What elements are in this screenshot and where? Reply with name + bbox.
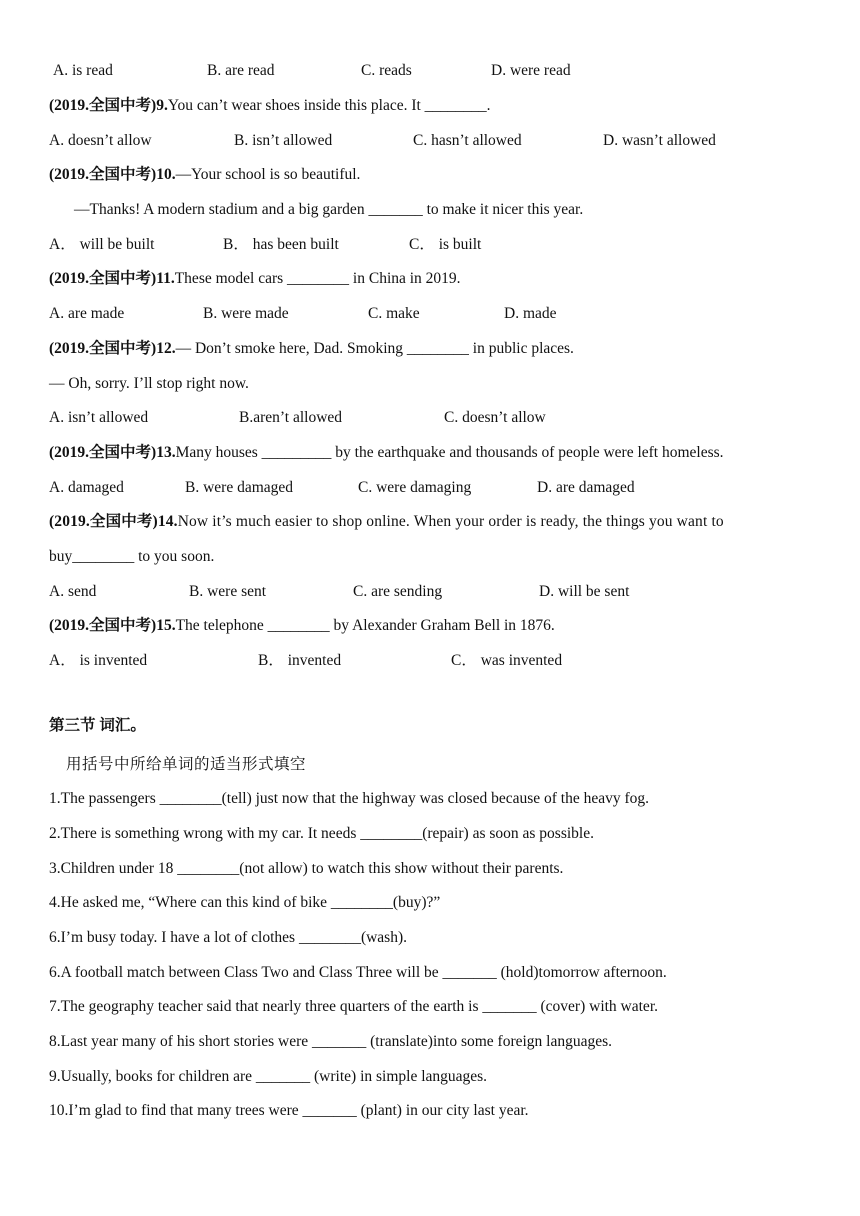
vocab-item-7: 7.The geography teacher said that nearly three quarters of the earth is _______ (cover) with water. — [49, 998, 658, 1015]
q12-option-c: C. doesn’t allow — [444, 409, 546, 426]
question-13 — [49, 443, 724, 463]
question-12 — [49, 339, 574, 359]
q15-option-b: B． invented — [258, 652, 342, 669]
q8-option-b: B. are read — [207, 62, 275, 79]
vocab-item-1: 1.The passengers ________(tell) just now that the highway was closed because of the heavy fog. — [49, 790, 650, 807]
question-stem: These model cars ________ in China in 2019. — [174, 270, 461, 287]
question-stem: The telephone ________ by Alexander Graham Bell in 1876. — [175, 617, 555, 634]
q14-option-d: D. will be sent — [539, 583, 630, 600]
vocab-item-9: 9.Usually, books for children are _______ (write) in simple languages. — [49, 1068, 488, 1085]
question-source: (2019.全国中考)11. — [49, 270, 175, 287]
q14-option-b: B. were sent — [189, 583, 267, 600]
vocab-item-5: 6.I’m busy today. I have a lot of clothes ________(wash). — [49, 929, 407, 946]
q8-option-a: A. is read — [53, 62, 113, 79]
q12-option-a: A. isn’t allowed — [49, 409, 149, 426]
question-10 — [49, 165, 360, 185]
question-14 — [49, 512, 724, 532]
q9-option-b: B. isn’t allowed — [234, 132, 333, 149]
section-title: 第三节 词汇。 — [49, 717, 146, 734]
q11-option-a: A. are made — [49, 305, 125, 322]
question-stem: Many houses _________ by the earthquake and thousands of people were left homeless. — [175, 444, 724, 461]
question-stem: —Your school is so beautiful. — [175, 166, 361, 183]
q10-option-b: B． has been built — [223, 236, 339, 253]
q9-option-d: D. wasn’t allowed — [603, 132, 716, 149]
question-14-continuation: buy________ to you soon. — [49, 548, 215, 565]
section-instruction: 用括号中所给单词的适当形式填空 — [66, 756, 307, 773]
q14-option-a: A. send — [49, 583, 97, 600]
question-9 — [49, 96, 491, 116]
q11-option-d: D. made — [504, 305, 557, 322]
vocab-item-8: 8.Last year many of his short stories were _______ (translate)into some foreign languages. — [49, 1033, 613, 1050]
question-source: (2019.全国中考)15. — [49, 617, 176, 634]
q15-option-c: C． was invented — [451, 652, 563, 669]
question-source: (2019.全国中考)12. — [49, 340, 176, 357]
question-source: (2019.全国中考)13. — [49, 444, 176, 461]
question-stem: You can’t wear shoes inside this place. It ________. — [167, 97, 491, 114]
vocab-item-3: 3.Children under 18 ________(not allow) to watch this show without their parents. — [49, 860, 564, 877]
vocab-item-4: 4.He asked me, “Where can this kind of bike ________(buy)?” — [49, 894, 441, 911]
vocab-item-10: 10.I’m glad to find that many trees were _______ (plant) in our city last year. — [49, 1102, 529, 1119]
q13-option-b: B. were damaged — [185, 479, 294, 496]
q10-option-c: C． is built — [409, 236, 482, 253]
q9-option-a: A. doesn’t allow — [49, 132, 152, 149]
q15-option-a: A． is invented — [49, 652, 148, 669]
question-stem: Now it’s much easier to shop online. When your order is ready, the things you want to — [177, 513, 724, 530]
question-11 — [49, 269, 461, 289]
question-source: (2019.全国中考)10. — [49, 166, 176, 183]
question-15 — [49, 616, 555, 636]
q8-option-c: C. reads — [361, 62, 412, 79]
q11-option-c: C. make — [368, 305, 420, 322]
question-source: (2019.全国中考)9. — [49, 97, 168, 114]
q9-option-c: C. hasn’t allowed — [413, 132, 522, 149]
q13-option-c: C. were damaging — [358, 479, 472, 496]
q11-option-b: B. were made — [203, 305, 289, 322]
question-stem: — Don’t smoke here, Dad. Smoking ________ in public places. — [175, 340, 574, 357]
question-10-reply: —Thanks! A modern stadium and a big garden _______ to make it nicer this year. — [74, 201, 584, 218]
question-source: (2019.全国中考)14. — [49, 513, 178, 530]
vocab-item-6: 6.A football match between Class Two and Class Three will be _______ (hold)tomorrow afternoon. — [49, 964, 667, 981]
vocab-item-2: 2.There is something wrong with my car. It needs ________(repair) as soon as possible. — [49, 825, 594, 842]
q8-option-d: D. were read — [491, 62, 571, 79]
q10-option-a: A． will be built — [49, 236, 155, 253]
question-12-reply: — Oh, sorry. I’ll stop right now. — [49, 375, 249, 392]
q12-option-b: B.aren’t allowed — [239, 409, 343, 426]
q13-option-a: A. damaged — [49, 479, 124, 496]
q13-option-d: D. are damaged — [537, 479, 635, 496]
q14-option-c: C. are sending — [353, 583, 443, 600]
